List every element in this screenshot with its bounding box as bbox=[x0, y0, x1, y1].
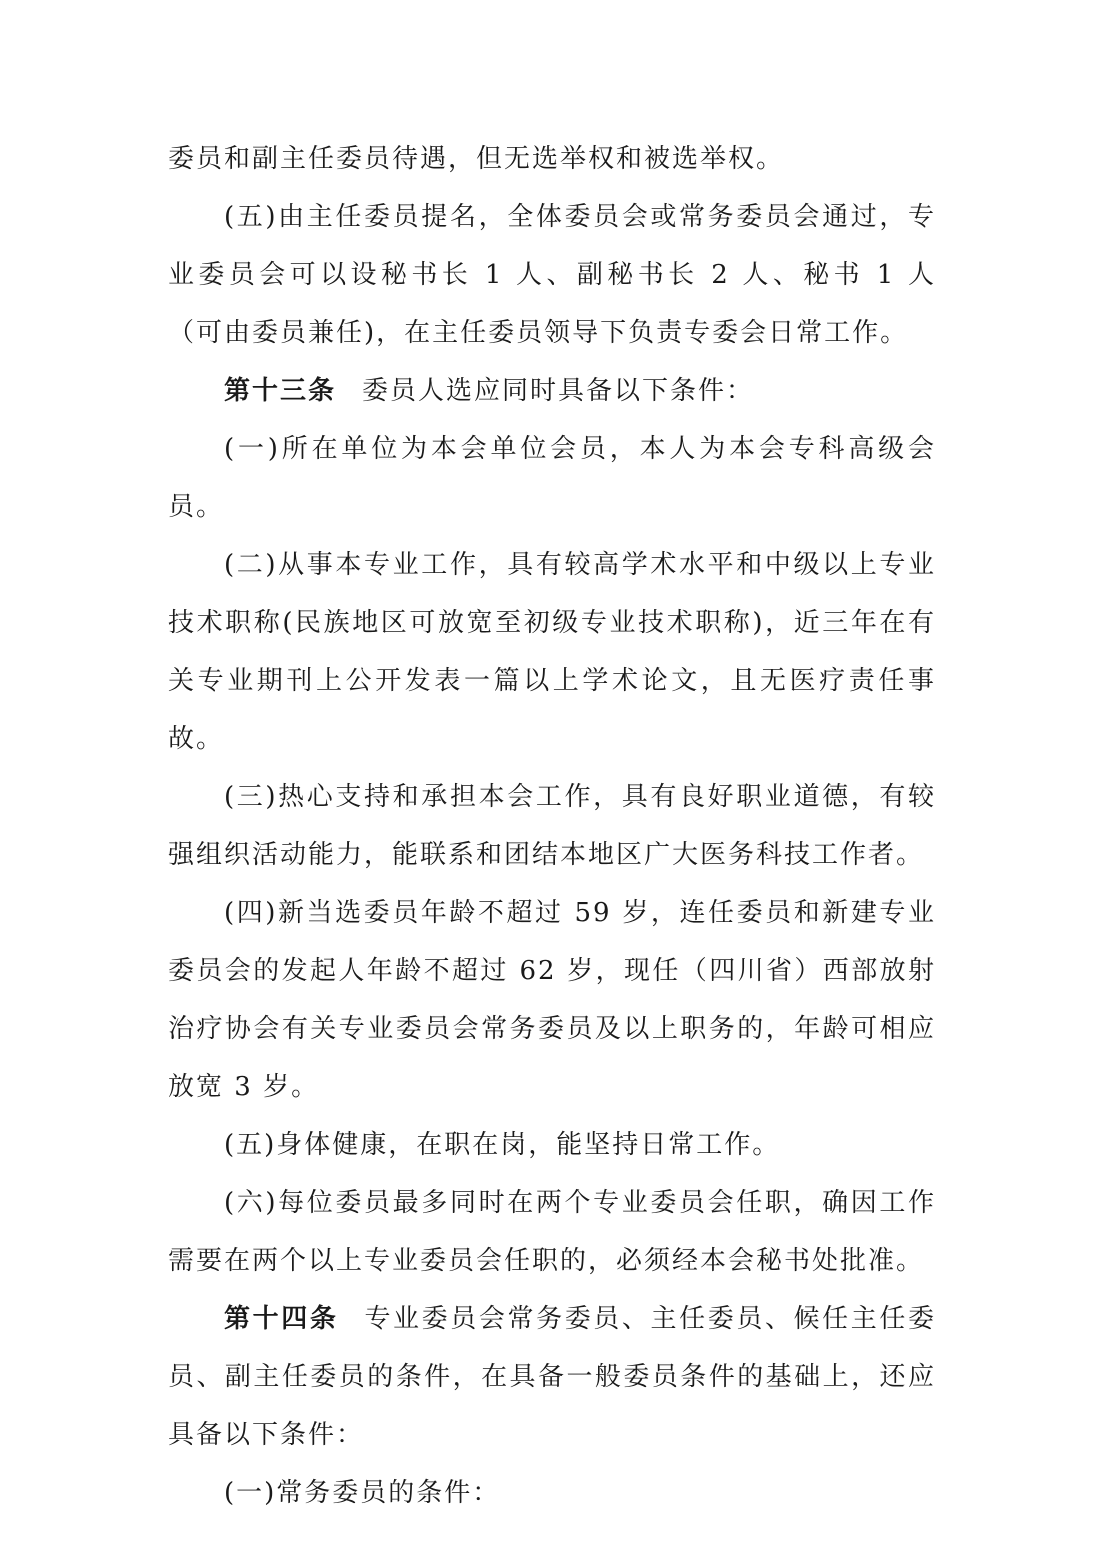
article-label: 第十四条 bbox=[224, 1304, 339, 1334]
paragraph-clause-1-standing bbox=[168, 1464, 936, 1522]
paragraph-text: 专业委员会常务委员、主任委员、候任主任委员、副主任委员的条件，在具备一般委员条件的基础上，还应具备以下条件： bbox=[168, 1304, 936, 1450]
paragraph-text: (二)从事本专业工作，具有较高学术水平和中级以上专业技术职称(民族地区可放宽至初级专业技术职称)，近三年在有关专业期刊上公开发表一篇以上学术论文，且无医疗责任事故。 bbox=[168, 550, 936, 754]
paragraph-text: 委员和副主任委员待遇，但无选举权和被选举权。 bbox=[168, 144, 785, 174]
paragraph-continuation bbox=[168, 130, 936, 188]
paragraph-clause-2-professional bbox=[168, 536, 936, 768]
paragraph-text: (四)新当选委员年龄不超过 59 岁，连任委员和新建专业委员会的发起人年龄不超过 62 岁，现任（四川省）西部放射治疗协会有关专业委员会常务委员及以上职务的，年龄可相应放宽 3 岁。 bbox=[168, 898, 936, 1102]
paragraph-clause-4-age bbox=[168, 884, 936, 1116]
paragraph-text: (六)每位委员最多同时在两个专业委员会任职，确因工作需要在两个以上专业委员会任职的，必须经本会秘书处批准。 bbox=[168, 1188, 936, 1276]
paragraph-text: (一)所在单位为本会单位会员，本人为本会专科高级会员。 bbox=[168, 434, 936, 522]
paragraph-text: (三)热心支持和承担本会工作，具有良好职业道德，有较强组织活动能力，能联系和团结本地区广大医务科技工作者。 bbox=[168, 782, 936, 870]
paragraph-clause-3-ethics bbox=[168, 768, 936, 884]
paragraph-clause-1-membership bbox=[168, 420, 936, 536]
document-body bbox=[168, 130, 936, 1522]
paragraph-clause-6-limit bbox=[168, 1174, 936, 1290]
article-13-heading bbox=[168, 362, 936, 420]
paragraph-text: (五)身体健康，在职在岗，能坚持日常工作。 bbox=[224, 1130, 781, 1160]
article-label: 第十三条 bbox=[224, 376, 337, 406]
paragraph-text: (一)常务委员的条件： bbox=[224, 1478, 501, 1508]
paragraph-clause-5-secretary bbox=[168, 188, 936, 362]
article-14-heading bbox=[168, 1290, 936, 1464]
paragraph-text: 委员人选应同时具备以下条件： bbox=[362, 376, 755, 406]
paragraph-text: (五)由主任委员提名，全体委员会或常务委员会通过，专业委员会可以设秘书长 1 人、副秘书长 2 人、秘书 1 人 （可由委员兼任)，在主任委员领导下负责专委会日常工作。 bbox=[168, 202, 936, 348]
paragraph-clause-5-health bbox=[168, 1116, 936, 1174]
